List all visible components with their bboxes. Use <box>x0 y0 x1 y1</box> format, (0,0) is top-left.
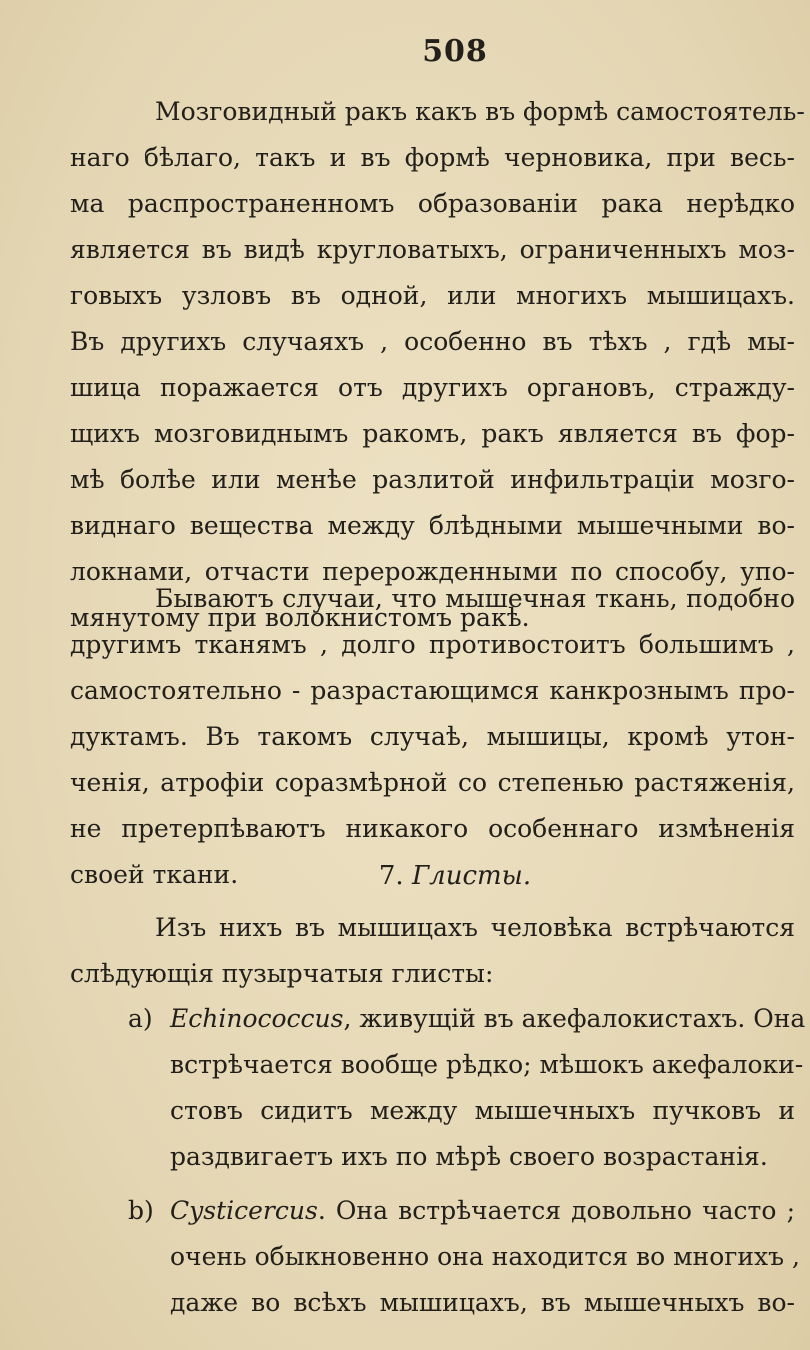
text-line: дуктамъ. Въ такомъ случаѣ, мышицы, кромѣ утон- <box>70 722 795 751</box>
text-line <box>170 1195 795 1227</box>
genus-name: Echinococcus <box>170 1004 344 1033</box>
text-line: мянутому при волокнистомъ ракѣ. <box>70 603 530 632</box>
text-line: ма распространенномъ образованіи рака нерѣдко <box>70 189 795 218</box>
text-line: другимъ тканямъ , долго противостоитъ большимъ , <box>70 630 795 659</box>
text-line: раздвигаетъ ихъ по мѣрѣ своего возрастанія. <box>170 1142 768 1171</box>
text-fragment: . Она встрѣчается довольно часто ; <box>317 1196 795 1225</box>
text-line: говыхъ узловъ въ одной, или многихъ мышицахъ. <box>70 281 795 310</box>
text-line: встрѣчается вообще рѣдко; мѣшокъ акефалоки- <box>170 1050 804 1079</box>
page-number: 508 <box>422 34 488 69</box>
text-line: локнами, отчасти перерожденными по способу, упо- <box>70 557 795 586</box>
text-line: Бываютъ случаи, что мышечная ткань, подобно <box>155 584 795 613</box>
text-line: даже во всѣхъ мышицахъ, въ мышечныхъ во- <box>170 1288 795 1317</box>
text-line: Въ другихъ случаяхъ , особенно въ тѣхъ , гдѣ мы- <box>70 327 795 356</box>
text-line: слѣдующія пузырчатыя глисты: <box>70 959 494 988</box>
text-line: Изъ нихъ въ мышицахъ человѣка встрѣчаются <box>155 913 795 942</box>
text-line <box>170 1003 806 1035</box>
text-line: своей ткани. <box>70 860 239 889</box>
genus-name: Cysticercus <box>170 1196 318 1225</box>
text-line: стовъ сидитъ между мышечныхъ пучковъ и <box>170 1096 795 1125</box>
text-line: щихъ мозговиднымъ ракомъ, ракъ является въ фор- <box>70 419 795 448</box>
text-line: не претерпѣваютъ никакого особеннаго измѣненія <box>70 814 795 843</box>
section-heading <box>0 861 810 891</box>
text-line: виднаго вещества между блѣдными мышечными во- <box>70 511 795 540</box>
item-label: b) <box>128 1196 154 1225</box>
section-title: Глисты. <box>411 861 532 891</box>
text-line: Мозговидный ракъ какъ въ формѣ самостоятель- <box>155 97 805 126</box>
text-line: является въ видѣ кругловатыхъ, ограниченныхъ моз- <box>70 235 795 264</box>
text-line: мѣ болѣе или менѣе разлитой инфильтраціи мозго- <box>70 465 795 494</box>
text-line: очень обыкновенно она находится во многихъ , <box>170 1242 800 1271</box>
item-label: a) <box>128 1004 153 1033</box>
text-fragment: , живущій въ акефалокистахъ. Она <box>343 1004 806 1033</box>
section-number: 7. <box>378 861 404 891</box>
text-line: шица поражается отъ другихъ органовъ, стражду- <box>70 373 795 402</box>
text-line: самостоятельно - разрастающимся канкрознымъ про- <box>70 676 795 705</box>
text-line: наго бѣлаго, такъ и въ формѣ черновика, при весь- <box>70 143 795 172</box>
text-line: ченія, атрофіи соразмѣрной со степенью растяженія, <box>70 768 795 797</box>
